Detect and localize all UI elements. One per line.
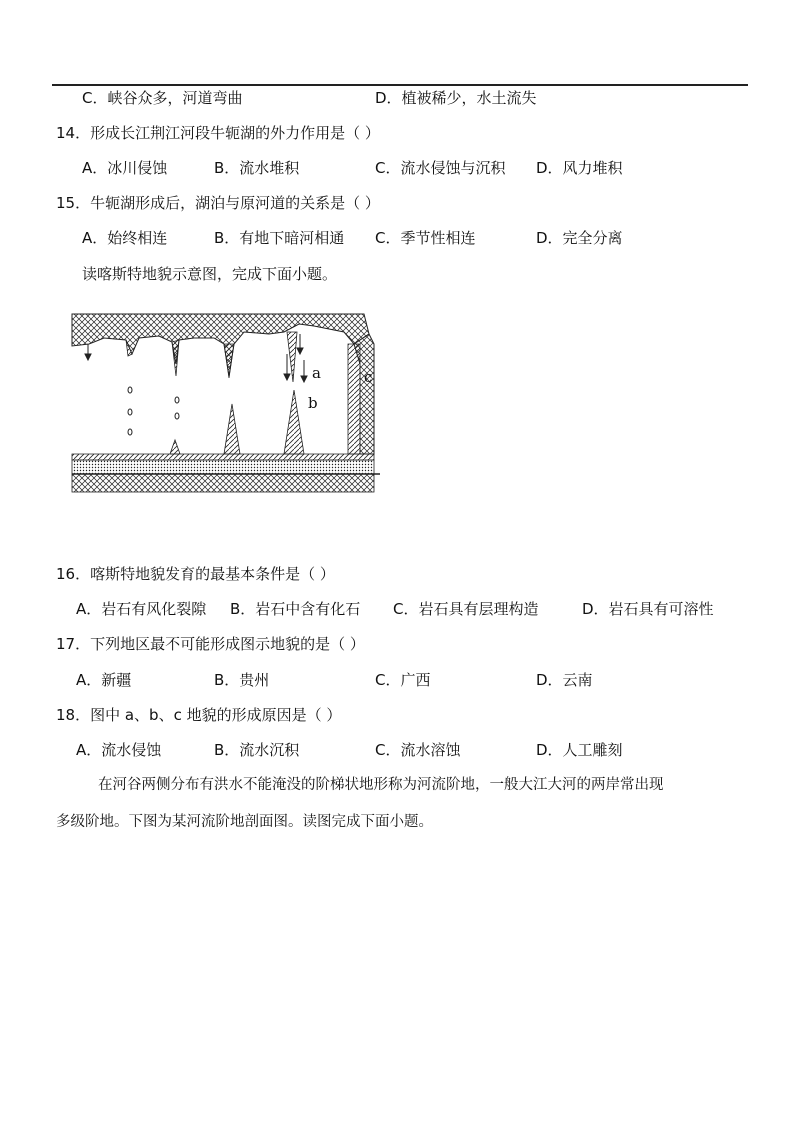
- label-a: a: [312, 364, 321, 382]
- terrace-intro-line2: 多级阶地。下图为某河流阶地剖面图。读图完成下面小题。: [56, 814, 433, 830]
- q15-option-b: B．有地下暗河相通: [214, 229, 345, 247]
- bedrock: [72, 474, 374, 492]
- q18-stem: 18．图中 a、b、c 地貌的形成原因是（ ）: [56, 706, 342, 724]
- q14-option-a: A．冰川侵蚀: [82, 159, 168, 177]
- top-rule: [52, 84, 748, 86]
- q16-stem: 16．喀斯特地貌发育的最基本条件是（ ）: [56, 565, 335, 583]
- q18-option-c: C．流水溶蚀: [375, 741, 461, 759]
- stalagmite: [170, 440, 180, 454]
- label-b: b: [308, 394, 318, 412]
- karst-intro: 读喀斯特地貌示意图，完成下面小题。: [82, 265, 338, 283]
- q14-stem: 14．形成长江荆江河段牛轭湖的外力作用是（ ）: [56, 124, 380, 142]
- q15-option-c: C．季节性相连: [375, 229, 476, 247]
- q17-option-a: A．新疆: [76, 671, 132, 689]
- karst-diagram: [64, 304, 384, 504]
- water-drops: [128, 387, 179, 435]
- q15-option-d: D．完全分离: [536, 229, 623, 247]
- q14-option-b: B．流水堆积: [214, 159, 300, 177]
- q13-option-c: C．峡谷众多，河道弯曲: [82, 89, 243, 107]
- q14-option-c: C．流水侵蚀与沉积: [375, 159, 506, 177]
- q17-option-c: C．广西: [375, 671, 431, 689]
- stalagmite-b: [284, 390, 304, 454]
- q15-stem: 15．牛轭湖形成后，湖泊与原河道的关系是（ ）: [56, 194, 380, 212]
- q13-option-d: D．植被稀少，水土流失: [375, 89, 537, 107]
- q18-option-b: B．流水沉积: [214, 741, 300, 759]
- label-c: c: [364, 368, 373, 386]
- sediment-layer: [72, 460, 374, 474]
- stalactite: [224, 344, 234, 378]
- q15-option-a: A．始终相连: [82, 229, 168, 247]
- q16-option-c: C．岩石具有层理构造: [393, 600, 539, 618]
- cave-floor: [72, 454, 374, 460]
- rock-layer: [72, 314, 369, 376]
- q16-option-a: A．岩石有风化裂隙: [76, 600, 207, 618]
- q16-option-b: B．岩石中含有化石: [230, 600, 361, 618]
- q18-option-a: A．流水侵蚀: [76, 741, 162, 759]
- q16-option-d: D．岩石具有可溶性: [582, 600, 714, 618]
- q14-option-d: D．风力堆积: [536, 159, 623, 177]
- stalagmite: [224, 404, 240, 454]
- q17-stem: 17．下列地区最不可能形成图示地貌的是（ ）: [56, 635, 365, 653]
- q17-option-b: B．贵州: [214, 671, 270, 689]
- stone-pillar-c: [348, 344, 360, 454]
- stalactite: [172, 340, 179, 376]
- flow-arrows: [85, 334, 307, 382]
- q18-option-d: D．人工雕刻: [536, 741, 623, 759]
- terrace-intro-line1: 在河谷两侧分布有洪水不能淹没的阶梯状地形称为河流阶地，一般大江大河的两岸常出现: [98, 777, 664, 793]
- q17-option-d: D．云南: [536, 671, 593, 689]
